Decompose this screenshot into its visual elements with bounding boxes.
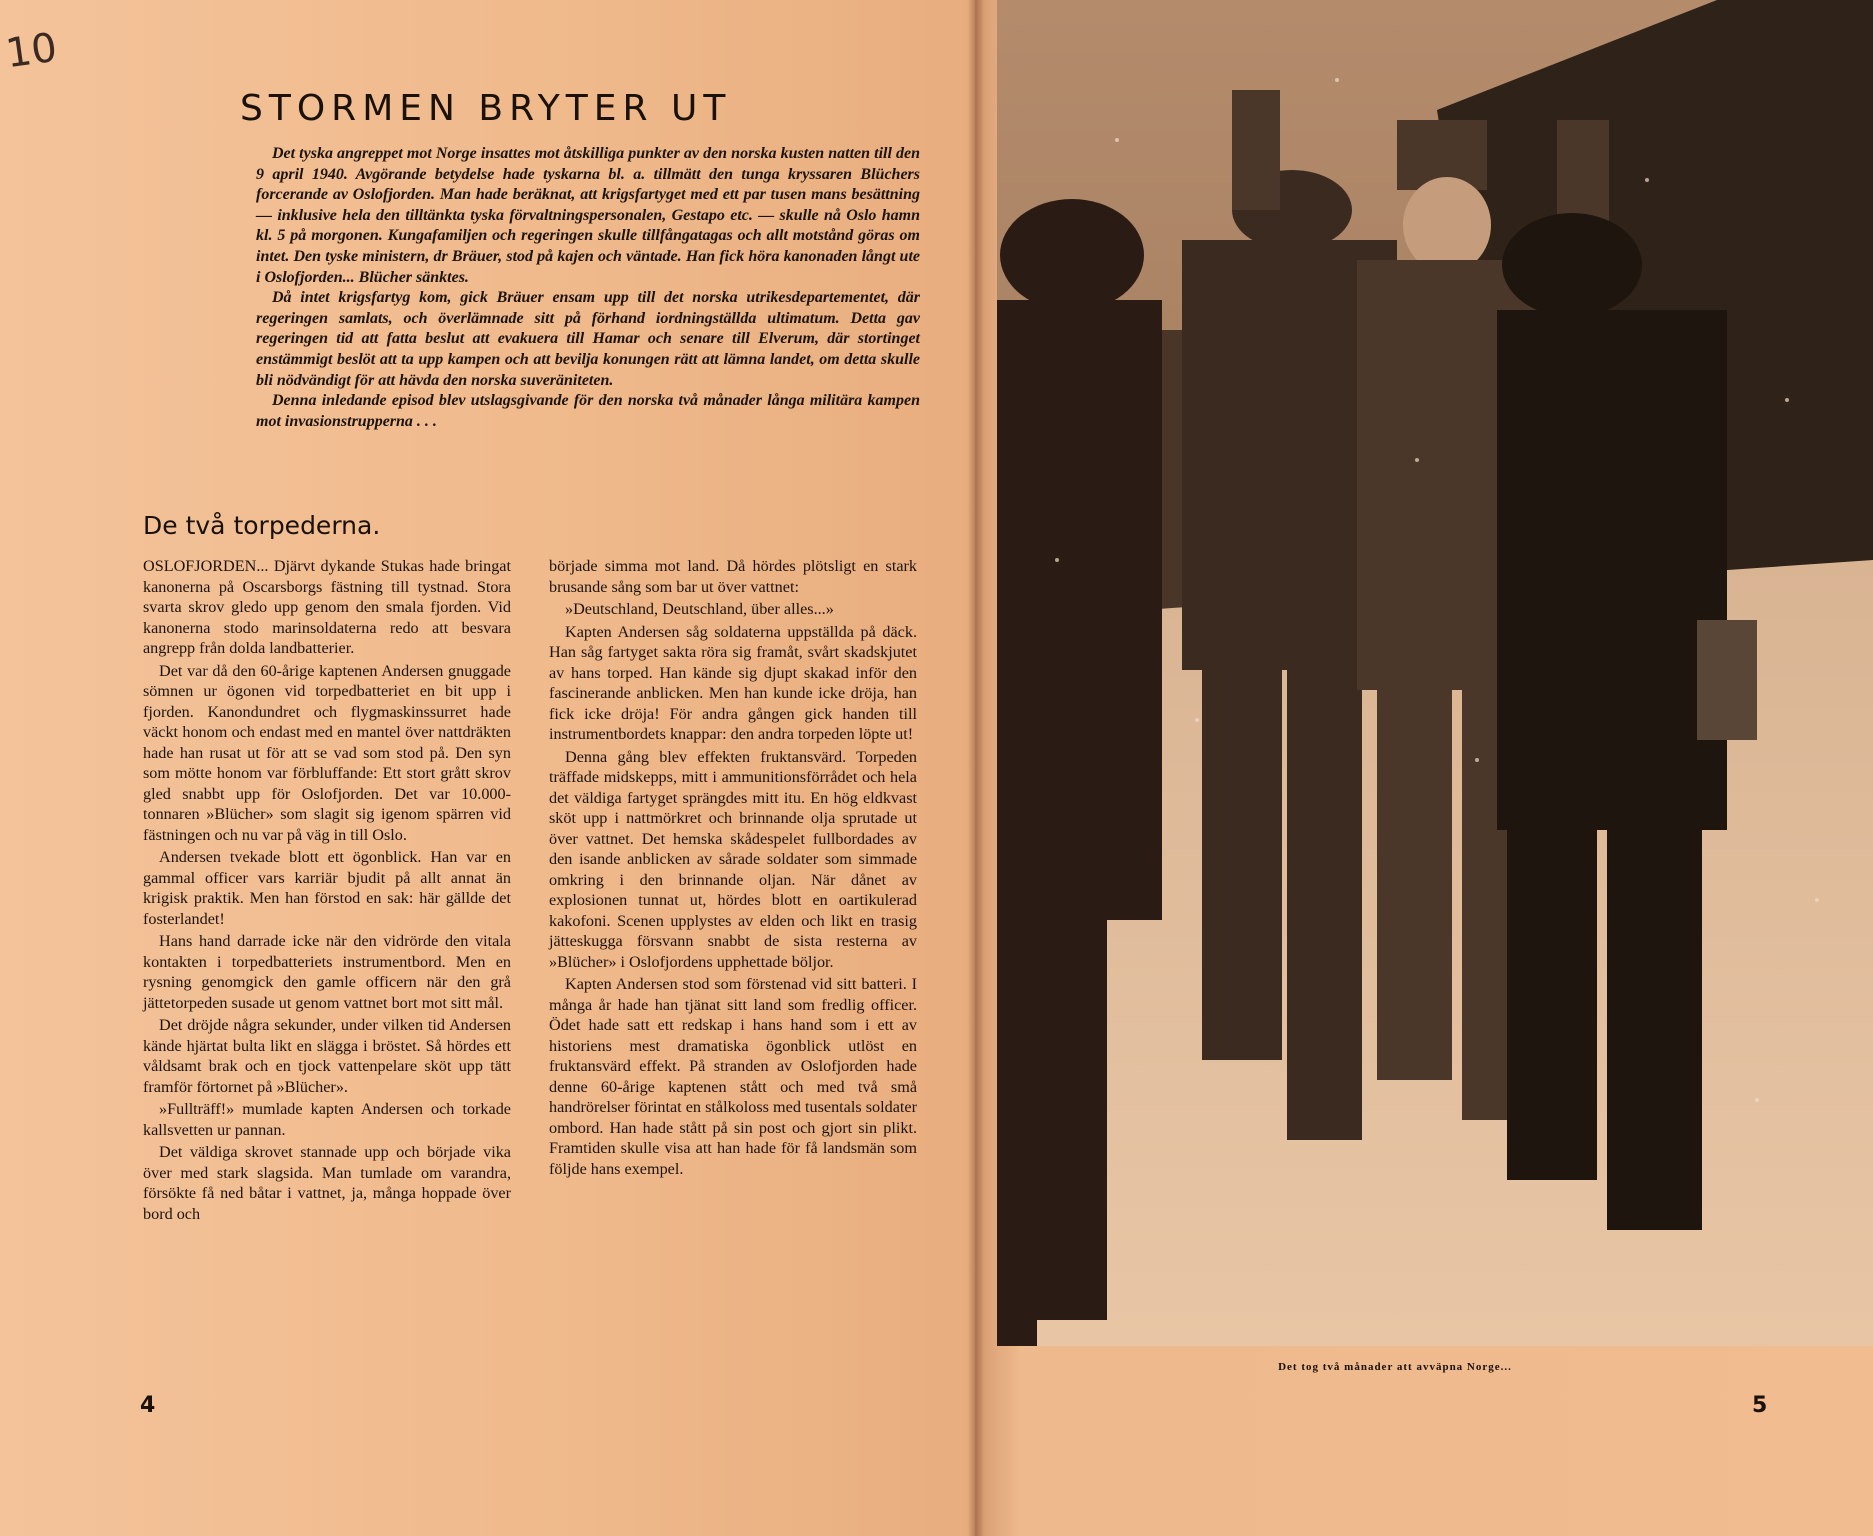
body-paragraph: Kapten Andersen stod som förstenad vid sitt batteri. I många år hade han tjänat sitt land som fredlig officer. Ödet hade satt ett redskap i hans hand som i ett av historiens mest dramatiska ögonblick utlöst en fruktansvärd effekt. På stranden av Oslofjorden hade denne 60-årige kaptenen stått och med två små handrörelser förintat en stålkoloss med tusentals soldater ombord. Han hade stått på sin post och gjort sin plikt. Framtiden skulle visa att han hade för få landsmän som följde hans exempel. [549, 975, 917, 1178]
photo-caption: Det tog två månader att avväpna Norge... [1278, 1361, 1512, 1373]
body-paragraph: Denna gång blev effekten fruktansvärd. Torpeden träffade midskepps, mitt i ammunitionsförrådet och hela det väldiga fartyget sprängdes mitt itu. En hög eldkvast sköt upp i nattmörkret och brinnande olja sprutade ut över vattnet. Det hemska skådespelet fullbordades av den isande anblicken av sårade soldater som simmade omkring i den brinnande oljan. När dånet av explosionen tunnat ut, hördes blott en oartikulerad kakofoni. Scenen upplystes av elden och likt en trasig jätteskugga försvann snabbt de sista resterna av »Blücher» i Oslofjordens upphettade böljor. [549, 747, 917, 971]
body-paragraph: Det dröjde några sekunder, under vilken tid Andersen kände hjärtat bulta likt en slägga i bröstet. Så hördes ett våldsamt brak och en tjock vattenpelare sköt upp tätt framför förtornet på »Blücher». [143, 1016, 511, 1096]
soldiers-photograph [997, 0, 1873, 1346]
intro-paragraph: Denna inledande episod blev utslagsgivande för den norska två månader långa militära kampen mot invasionstrupperna . . . [256, 392, 920, 430]
handwritten-page-note: 10 [3, 24, 60, 78]
body-paragraph: OSLOFJORDEN... Djärvt dykande Stukas hade bringat kanonerna på Oscarsborgs fästning till tystnad. Stora svarta skrov gledo upp genom den smala fjorden. Vid kanonerna stodo marinsoldaterna redo att besvara angrepp från dolda landbatterier. [143, 557, 511, 657]
body-paragraph: Kapten Andersen såg soldaterna uppställda på däck. Han såg fartyget sakta röra sig framåt, svårt skadskjutet av hans torped. Han kände sig djupt skakad inför den fascinerande anblicken. Men han kunde icke dröja, han fick icke dröja! För andra gången gick handen till instrumentbordets knappar: den andra torpeden löpte ut! [549, 622, 917, 743]
body-paragraph: Hans hand darrade icke när den vidrörde den vitala kontakten i torpedbatteriets instrumentbord. Men en rysning genomgick den gamle officern när den grå jättetorpeden susade ut genom vattnet bort mot sitt mål. [143, 932, 511, 1012]
body-paragraph: Det väldiga skrovet stannade upp och började vika över med stark slagsida. Man tumlade om varandra, försökte få ned båtar i vattnet, ja, många hoppade över bord och [143, 1143, 511, 1223]
section-heading: De två torpederna. [143, 511, 381, 540]
text-column-left [143, 556, 511, 1226]
intro-paragraph: Då intet krigsfartyg kom, gick Bräuer ensam upp till det norska utrikesdepartementet, där regeringen samlats, och överlämnade sitt på förhand iordningställda ultimatum. Detta gav regeringen tid att fatta beslut att evakuera till Hamar och senare till Elverum, där stortinget enstämmigt beslöt att ta upp kampen och att bevilja konungen rätt att lämna landet, om detta skulle bli nödvändigt för att hävda den norska suveräniteten. [256, 289, 920, 389]
body-paragraph: började simma mot land. Då hördes plötsligt en stark brusande sång som bar ut över vattnet: [549, 557, 917, 596]
page-number: 5 [1752, 1393, 1768, 1418]
body-paragraph: Andersen tvekade blott ett ögonblick. Han var en gammal officer vars karriär bjudit på allt annat än krigisk praktik. Men han förstod en sak: här gällde det fosterlandet! [143, 848, 511, 928]
book-gutter [967, 0, 985, 1536]
body-paragraph: »Fullträff!» mumlade kapten Andersen och torkade kallsvetten ur pannan. [143, 1100, 511, 1139]
page-number: 4 [140, 1393, 156, 1418]
article-title: STORMEN BRYTER UT [240, 88, 732, 129]
text-column-right [549, 556, 917, 1181]
body-paragraph: »Deutschland, Deutschland, über alles...» [565, 600, 834, 618]
intro-text [256, 144, 920, 432]
body-paragraph: Det var då den 60-årige kaptenen Andersen gnuggade sömnen ur ögonen vid torpedbatteriet en bit upp i fjorden. Kanondundret och flygmaskinssurret hade väckt honom och endast med en mantel över nattdräkten hade han rusat ut för att se vad som stod på. Den syn som mötte honom var förbluffande: Ett stort grått skrov gled snabbt upp för Oslofjorden. Det var 10.000-tonnaren »Blücher» som slagit sig igenom spärren vid fästningen och nu var på väg in till Oslo. [143, 661, 511, 844]
intro-paragraph: Det tyska angreppet mot Norge insattes mot åtskilliga punkter av den norska kusten natten till den 9 april 1940. Avgörande betydelse hade tyskarna bl. a. tillmätt den tunga kryssaren Blüchers forcerande av Oslofjorden. Man hade beräknat, att krigsfartyget med ett par tusen mans besättning — inklusive hela den tilltänkta tyska förvaltningspersonalen, Gestapo etc. — skulle nå Oslo hamn kl. 5 på morgonen. Kungafamiljen och regeringen skulle tillfångatagas och allt motstånd göras om intet. Den tyske ministern, dr Bräuer, stod på kajen och väntade. Han fick höra kanonaden långt ute i Oslofjorden... Blücher sänktes. [256, 145, 920, 286]
